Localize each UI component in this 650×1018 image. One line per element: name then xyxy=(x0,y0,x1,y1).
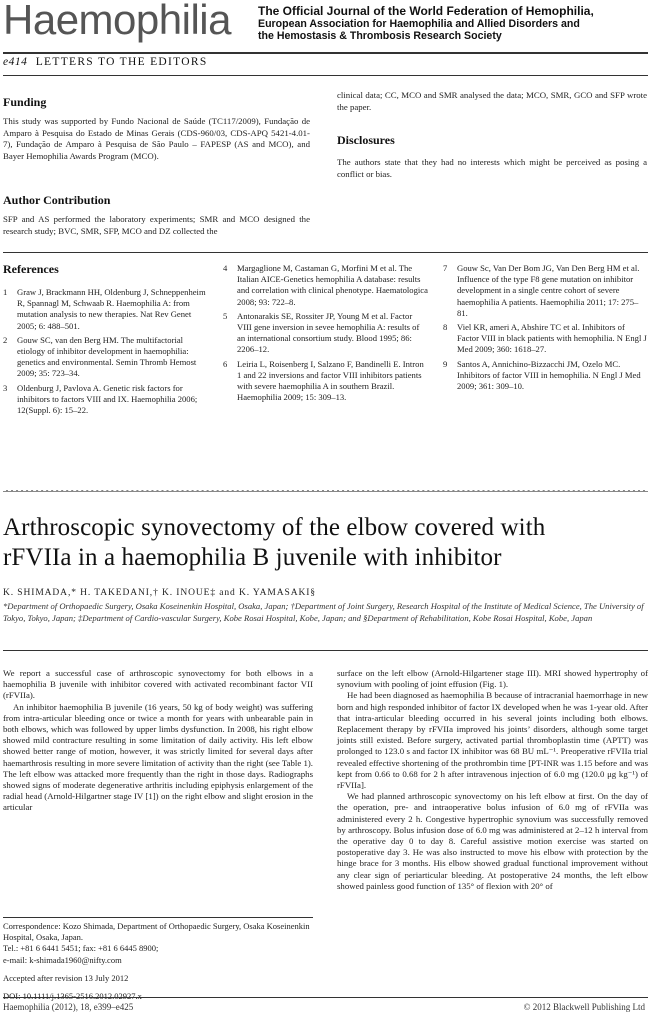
body-paragraph: We had planned arthroscopic synovectomy on his left elbow at first. On the day of the operation, pre- and intraoperative bolus infusion of 6.0 mg of rFVIIa was administered every 2 h. Congestive hypertrophic synovium was successfully removed by arthroscopy. Bolus infusion dose of 6.0 mg was administered at 2–12 h interval from the operative day 0 to day 8. Careful assistive motion exercise was started on postoperative day 3. He was also instructed to move his elbow with protection by the hinge brace for 3 months. His elbow showed gradual functional improvement without any clear sign of periarticular bleeding. At postoperative 24 months, the left elbow showed painless good function of 135° of flexion with 20° of xyxy=(337,791,648,891)
affiliation-rule xyxy=(3,650,648,651)
reference-number: 3 xyxy=(3,382,8,393)
reference-text: Oldenburg J, Pavlova A. Genetic risk factors for inhibitors to factors VIII and IX. Haemophilia 2006; 12(Suppl. 6): 15–22. xyxy=(17,382,198,416)
reference-number: 9 xyxy=(443,358,448,369)
header-rule xyxy=(3,75,648,76)
article-body-left xyxy=(3,668,313,814)
reference-number: 4 xyxy=(223,263,228,273)
reference-text: Antonarakis SE, Rossiter JP, Young M et al. Factor VIII gene inversion in sevee hemophilia A: results of an international consortium study. Blood 1995; 86: 2206–12. xyxy=(237,310,420,355)
reference-text: Gouw SC, van den Berg HM. The multifactorial etiology of inhibitor development in haemophilia: genetics and environmental. Semin Thromb Hemost 2009; 35: 723–34. xyxy=(17,334,197,379)
accepted-date: Accepted after revision 13 July 2012 xyxy=(3,972,129,983)
journal-subtitle-line-1: The Official Journal of the World Federation of Hemophilia, xyxy=(258,4,594,18)
references-rule xyxy=(3,252,648,253)
reference-item xyxy=(3,287,206,332)
reference-text: Santos A, Annichino-Bizzacchi JM, Ozelo MC. Inhibitors of factor VIII in hemophilia. N Engl J Med 2009; 361: 309–10. xyxy=(457,358,641,392)
reference-number: 6 xyxy=(223,358,228,369)
correspondence-block xyxy=(3,921,313,1002)
references-column-2 xyxy=(223,263,428,406)
reference-item xyxy=(223,311,428,356)
section-title: LETTERS TO THE EDITORS xyxy=(35,56,208,68)
article-title-line-2: rFVIIa in a haemophilia B juvenile with inhibitor xyxy=(3,544,502,571)
correspondence-rule xyxy=(3,917,313,918)
reference-item xyxy=(443,322,648,356)
reference-text: Gouw Sc, Van Der Bom JG, Van Den Berg HM et al. Influence of the type F8 gene mutation on inhibitor development in a single centre cohort of severe haemophilia A patients. Haemophilia 2011; 17: 275–81. xyxy=(457,263,640,318)
page-number: e414 xyxy=(3,56,28,68)
journal-title: Haemophilia xyxy=(3,0,231,43)
correspondence-text: Correspondence: Kozo Shimada, Department of Orthopaedic Surgery, Osaka Koseinenkin Hospital, Osaka, Japan. xyxy=(3,921,310,943)
author-contribution-text-left: SFP and AS performed the laboratory experiments; SMR and MCO designed the research study; BVC, SMR, SFP, MCO and DZ collected the xyxy=(3,214,310,236)
article-title-line-1: Arthroscopic synovectomy of the elbow covered with xyxy=(3,514,546,541)
journal-subtitle xyxy=(258,5,594,43)
body-paragraph: An inhibitor haemophilia B juvenile (16 years, 50 kg of body weight) was suffering from intra-articular bleeding once or twice a month for years with unbearable pain in both elbows, which was followed by upper limbs dysfunction. In 2008, his right elbow showed mild contracture resulting in some limitation of daily activity. His left elbow showed better range of motion, however, it was strictly limited for several days after haemarthrosis resulting in more severe limitation of activity than the right (see Table 1). The left elbow was attacked more frequently than the right in those days. Radiographs showed signs of moderate degenerative arthritis including epiphysis enlargement of the radial head (Arnold-Hilgartner stage IV [1]) on the right elbow and slight erosion in the articular xyxy=(3,701,313,813)
reference-number: 7 xyxy=(443,263,448,273)
reference-text: Graw J, Brackmann HH, Oldenburg J, Schneppenheim R, Spannagl M, Schwaab R. Haemophilia A: from mutation analysis to new therapies. Nat Rev Genet 2005; 6: 488–501. xyxy=(17,287,206,331)
article-title xyxy=(3,513,545,573)
article-affiliations: *Department of Orthopaedic Surgery, Osaka Koseinenkin Hospital, Osaka, Japan; †Department of Joint Surgery, Research Hospital of the Institute of Medical Science, The University of Tokyo, Tokyo, Japan; ‡Department of Cardio-vascular Surgery, Kobe Rosai Hospital, Kobe, Japan; and §Department of Rehabilitation, Kobe Rosai Hospital, Kobe, Japan xyxy=(3,601,644,624)
reference-item xyxy=(3,383,206,417)
reference-text: Viel KR, ameri A, Abshire TC et al. Inhibitors of Factor VIII in black patients with hemophilia. N Engl J Med 2009; 360: 1618–27. xyxy=(457,322,647,355)
body-paragraph: He had been diagnosed as haemophilia B because of intracranial haemorrhage in new born and high responded inhibitor of factor IX developed when he was 1-year old. After that intra-articular bleeding occurred in his several joints including both elbows. Replacement therapy by rFVIIa improved his joints’ disorders, although some target joints still existed. Before surgery, activated partial thromboplastin time (APTT) was prolonged to 123.0 s and factor IX inhibitor was 68 BU mL⁻¹. Preoperative rFVIIa trial revealed effective shortening of the prothrombin time [PT-INR was 1.15 before and was kept from 0.66 to 0.68 for 2 h after intravenous injection of 6.0 mg (120.0 μg kg⁻¹) of rFVIIa]. xyxy=(337,690,648,791)
reference-number: 2 xyxy=(3,334,8,345)
article-body-right xyxy=(337,668,648,892)
reference-item xyxy=(223,359,428,404)
reference-number: 5 xyxy=(223,310,228,321)
body-paragraph: We report a successful case of arthroscopic synovectomy for both elbows in a haemophilia B juvenile with inhibitor covered with activated recombinant factor VII (rFVIIa). xyxy=(3,668,313,701)
page-header xyxy=(3,56,208,68)
correspondence-phone: Tel.: +81 6 6441 5451; fax: +81 6 6445 8900; xyxy=(3,943,159,954)
reference-text: Leiria L, Roisenberg I, Salzano F, Bandinelli E. Intron 1 and 22 inversions and factor VIII inhibitors patients with severe haemophilia A in southern Brazil. Haemophilia 2009; 15: 309–13. xyxy=(237,358,424,403)
article-separator xyxy=(3,490,648,492)
funding-text: This study was supported by Fundo Nacional de Saúde (TC117/2009), Fundação de Amparo à Pesquisa do Estado de Minas Gerais (CDS-960/03, CDS-APQ 5421-4.01-7), Fundação de Amparo à Pesquisa de São Paulo – FAPESP (AS and MCO), and Bayer Hemophilia Awards Program (MCO). xyxy=(3,116,310,161)
disclosures-text: The authors state that they had no interests which might be perceived as posing a conflict or bias. xyxy=(337,157,647,179)
reference-item xyxy=(223,263,428,308)
author-contribution-text-right: clinical data; CC, MCO and SMR analysed the data; MCO, SMR, GCO and SFP wrote the paper. xyxy=(337,90,647,112)
author-contribution-heading: Author Contribution xyxy=(3,193,111,207)
journal-subtitle-line-3: the Hemostasis & Thrombosis Research Society xyxy=(258,30,502,42)
reference-item xyxy=(3,335,206,380)
reference-number: 8 xyxy=(443,322,448,333)
funding-heading: Funding xyxy=(3,95,47,109)
references-column-3 xyxy=(443,263,648,395)
footer-copyright: © 2012 Blackwell Publishing Ltd xyxy=(523,1002,645,1012)
reference-item xyxy=(443,263,648,319)
masthead-rule xyxy=(3,52,648,54)
footer-rule xyxy=(3,997,648,998)
journal-subtitle-line-2: European Association for Haemophilia and Allied Disorders and xyxy=(258,17,580,30)
reference-text: Margaglione M, Castaman G, Morfini M et al. The Italian AICE-Genetics hemophilia A database: results and correlation with clinical phenotype. Haematologica 2008; 93: 722–8. xyxy=(237,263,428,307)
article-authors: K. SHIMADA,* H. TAKEDANI,† K. INOUE‡ and K. YAMASAKI§ xyxy=(3,588,316,598)
correspondence-email[interactable]: e-mail: k-shimada1960@nifty.com xyxy=(3,954,122,965)
reference-number: 1 xyxy=(3,287,8,297)
footer-citation: Haemophilia (2012), 18, e399–e425 xyxy=(3,1002,134,1012)
references-column-1 xyxy=(3,287,206,419)
references-heading: References xyxy=(3,262,59,276)
reference-item xyxy=(443,359,648,393)
body-paragraph: surface on the left elbow (Arnold-Hilgartener stage III). MRI showed hypertrophy of synovium with pooling of joint effusion (Fig. 1). xyxy=(337,668,648,690)
disclosures-heading: Disclosures xyxy=(337,133,395,147)
